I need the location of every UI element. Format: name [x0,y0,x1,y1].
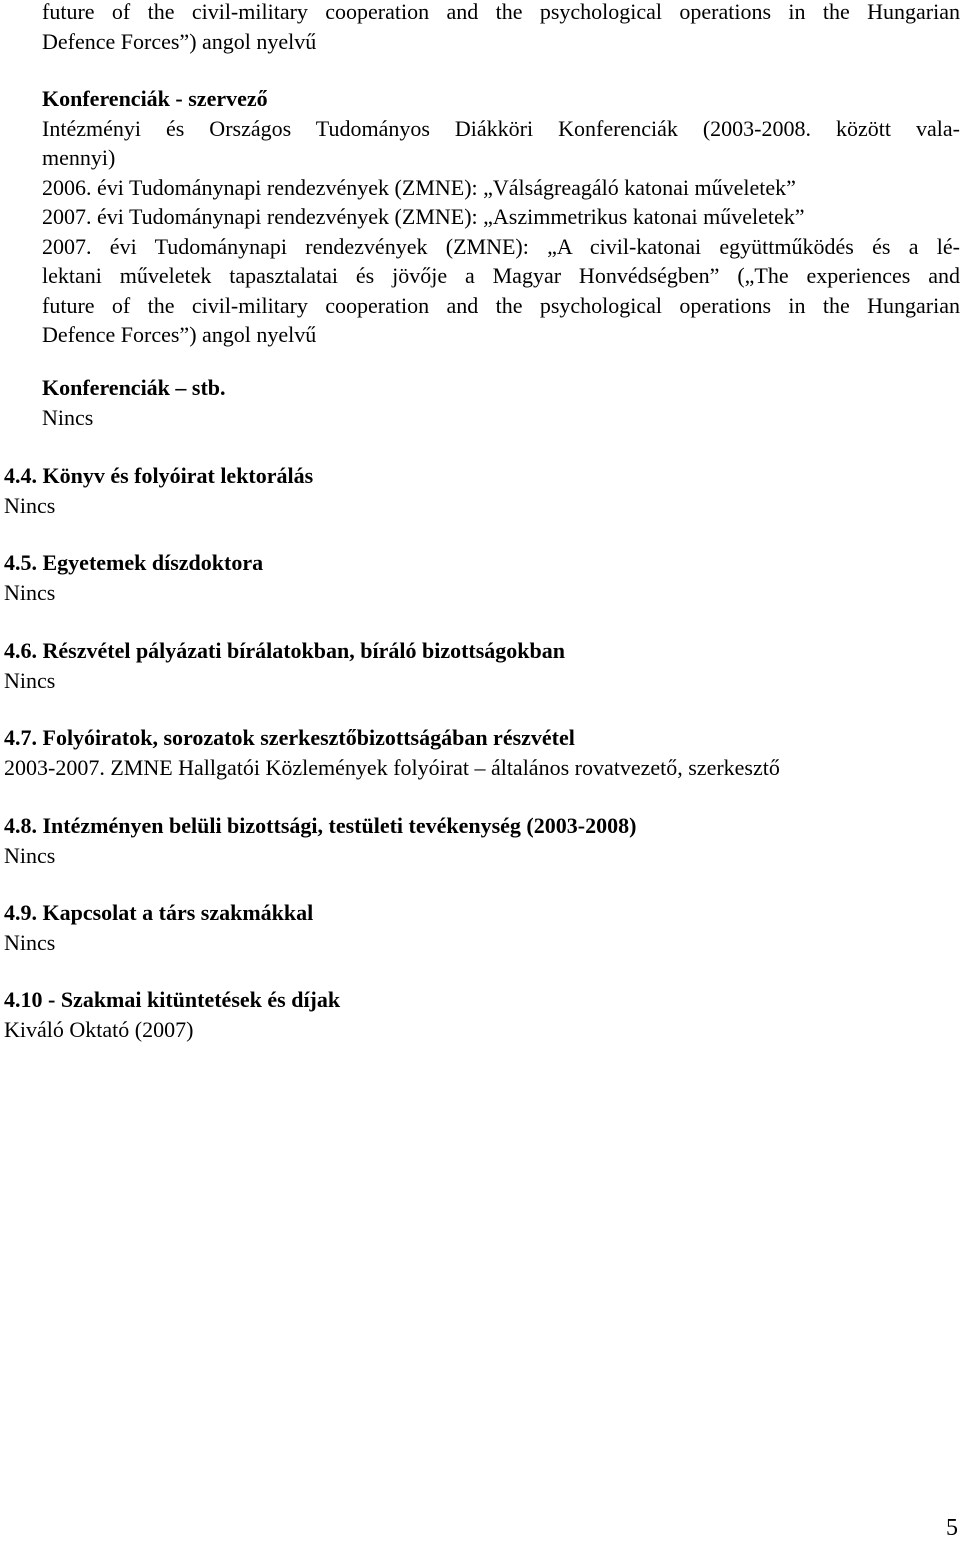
organizer-line-4: 2007. évi Tudománynapi rendezvények (ZMNE): „Aszimmetrikus katonai műveletek” [42,204,805,229]
section-value: Nincs [4,667,56,693]
organizer-block [42,84,960,350]
section-4-8 [4,811,954,870]
section-value: Nincs [4,929,56,955]
section-heading: 4.8. Intézményen belüli bizottsági, testületi tevékenység (2003-2008) [4,813,637,838]
section-heading: 4.9. Kapcsolat a társ szakmákkal [4,900,314,925]
organizer-line-1: Intézményi és Országos Tudományos Diákköri Konferenciák (2003-2008. között vala- [42,115,960,141]
section-heading: 4.6. Részvétel pályázati bírálatokban, bíráló bizottságokban [4,638,566,663]
section-4-10 [4,985,954,1044]
section-heading: 4.5. Egyetemek díszdoktora [4,550,264,575]
conferences-etc-block [42,373,960,432]
section-heading: 4.7. Folyóiratok, sorozatok szerkesztőbizottságában részvétel [4,725,575,750]
conferences-etc-heading: Konferenciák – stb. [42,375,226,400]
section-value: Nincs [4,492,56,518]
continuation-line-2: Defence Forces”) angol nyelvű [42,28,317,54]
section-4-7 [4,723,954,782]
organizer-line-8: Defence Forces”) angol nyelvű [42,322,317,347]
section-heading: 4.4. Könyv és folyóirat lektorálás [4,463,314,488]
continuation-block [42,0,960,56]
organizer-line-3: 2006. évi Tudománynapi rendezvények (ZMNE): „Válságreagáló katonai műveletek” [42,174,796,200]
section-heading: 4.10 - Szakmai kitüntetések és díjak [4,987,341,1012]
section-value: 2003-2007. ZMNE Hallgatói Közlemények folyóirat – általános rovatvezető, szerkesztő [4,754,780,780]
section-value: Nincs [4,842,56,868]
conferences-etc-value: Nincs [42,404,94,430]
section-4-5 [4,548,954,607]
section-4-4 [4,461,954,520]
section-value: Kiváló Oktató (2007) [4,1016,194,1042]
continuation-line-1: future of the civil-military cooperation and the psychological operations in the Hungarian [42,0,960,24]
organizer-line-2: mennyi) [42,145,116,170]
organizer-line-7: future of the civil-military cooperation and the psychological operations in the Hungarian [42,292,960,318]
page-number: 5 [946,1515,958,1541]
organizer-line-6: lektani műveletek tapasztalatai és jövője a Magyar Honvédségben” („The experiences and [42,263,960,288]
section-4-9 [4,898,954,957]
section-value: Nincs [4,579,56,605]
organizer-line-5: 2007. évi Tudománynapi rendezvények (ZMNE): „A civil-katonai együttműködés és a lé- [42,233,960,259]
section-4-6 [4,636,954,695]
organizer-heading: Konferenciák - szervező [42,86,268,111]
